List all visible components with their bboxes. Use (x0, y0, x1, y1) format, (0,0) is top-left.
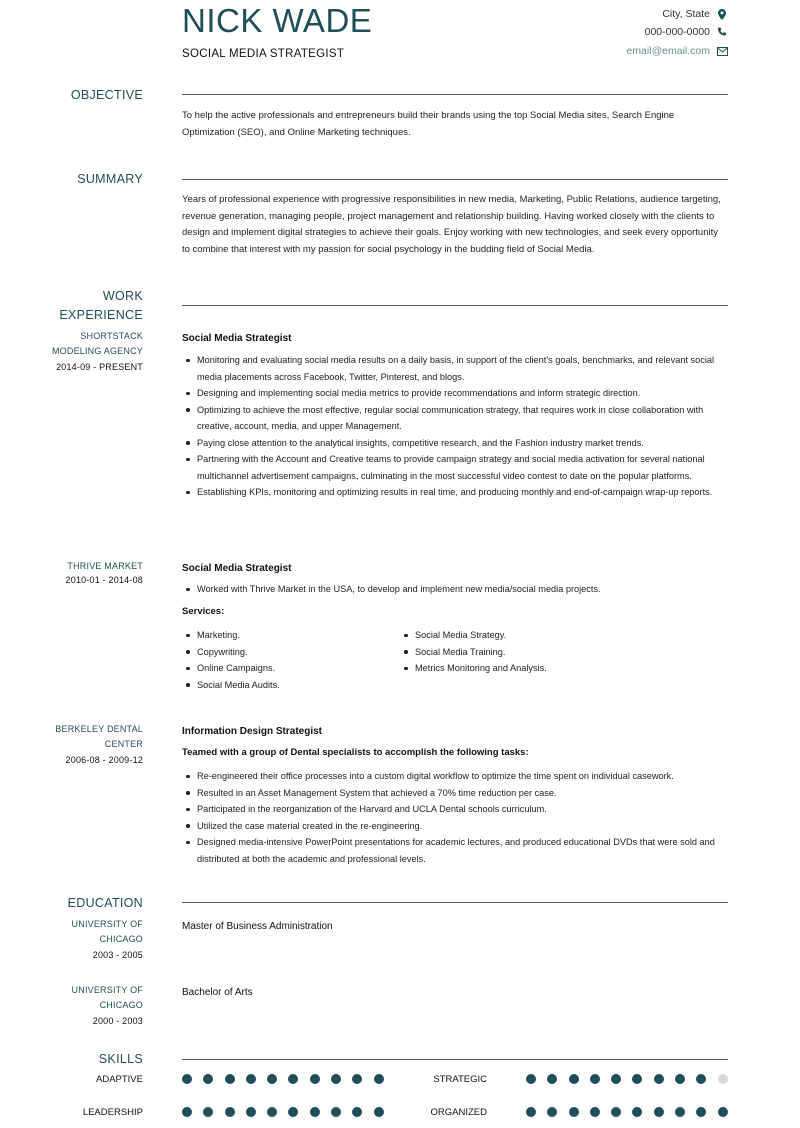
job-bullet: Re-engineered their office processes into a custom digital workflow to optimize the time spent on individual casework. (182, 768, 728, 785)
skill-dot-filled (267, 1107, 277, 1117)
skill-rating (526, 1107, 728, 1117)
skill-dot-filled (632, 1107, 642, 1117)
skill-dot-filled (590, 1107, 600, 1117)
skill-dot-filled (288, 1074, 298, 1084)
skill-name: ORGANIZED (430, 1107, 487, 1118)
skill-dot-filled (654, 1074, 664, 1084)
job-bullet: Participated in the reorganization of the Harvard and UCLA Dental schools curriculum. (182, 801, 728, 818)
job-bullet: Worked with Thrive Market in the USA, to develop and implement new media/social media projects. (182, 581, 728, 598)
objective-heading: OBJECTIVE (70, 88, 143, 102)
envelope-icon (716, 45, 728, 57)
skill-dot-filled (246, 1107, 256, 1117)
service-item: Social Media Strategy. (400, 627, 700, 644)
skill-dot-filled (590, 1074, 600, 1084)
school-line: CHICAGO (99, 934, 143, 944)
objective-divider (182, 94, 728, 95)
phone-text: 000-000-0000 (644, 26, 710, 38)
skill-rating (526, 1074, 728, 1084)
services-list-right (400, 627, 700, 677)
skill-dot-filled (611, 1074, 621, 1084)
degree-name: Master of Business Administration (182, 921, 333, 932)
contact-email[interactable] (626, 45, 728, 57)
job-dates: 2014-09 - PRESENT (56, 362, 143, 372)
school-line: CHICAGO (99, 1000, 143, 1010)
summary-divider (182, 179, 728, 180)
candidate-name: NICK WADE (182, 2, 373, 39)
employer-name (23, 722, 143, 752)
job-bullet: Paying close attention to the analytical insights, competitive research, and the Fashion industry market trends. (182, 435, 728, 452)
job-bullet: Monitoring and evaluating social media results on a daily basis, in support of the client's goals, benchmarks, and relevant social media placements across Facebook, Twitter, Pinterest, and blogs. (182, 352, 728, 385)
employer-line: THRIVE MARKET (67, 561, 143, 571)
skill-dot-filled (675, 1074, 685, 1084)
employer-line: CENTER (104, 739, 143, 749)
job-intro: Teamed with a group of Dental specialists to accomplish the following tasks: (182, 747, 529, 758)
skill-dot-filled (526, 1074, 536, 1084)
skill-dot-filled (203, 1107, 213, 1117)
skill-dot-filled (310, 1074, 320, 1084)
skill-dot-empty (718, 1074, 728, 1084)
education-dates: 2000 - 2003 (92, 1016, 143, 1026)
services-list-left (182, 627, 402, 693)
skill-name: ADAPTIVE (96, 1074, 143, 1085)
skill-dot-filled (654, 1107, 664, 1117)
school-name (23, 983, 143, 1013)
work-heading-line1: WORK (102, 289, 143, 303)
skill-dot-filled (352, 1107, 362, 1117)
job-dates: 2010-01 - 2014-08 (65, 575, 143, 585)
skill-dot-filled (352, 1074, 362, 1084)
summary-text: Years of professional experience with progressive responsibilities in new media, Marketing, Public Relations, audience targeting, revenue generation, managing people, project management and relationship building. Having worked closely with the clients to design and implement digital strategies to achieve their goals. Enjoy working with new technologies, and seek every opportunity to combine that interest with my passion for social psychology in the budding field of Social Media. (182, 194, 721, 255)
skill-rating (182, 1074, 384, 1084)
skill-name: STRATEGIC (433, 1074, 487, 1085)
service-item: Social Media Audits. (182, 677, 402, 694)
objective-text: To help the active professionals and entrepreneurs build their brands using the top Social Media sites, Search Engine Optimization (SEO), and Online Marketing techniques. (182, 110, 675, 138)
service-item: Online Campaigns. (182, 660, 402, 677)
skill-dot-filled (225, 1074, 235, 1084)
education-heading: EDUCATION (67, 896, 143, 910)
skill-dot-filled (569, 1107, 579, 1117)
skill-dot-filled (718, 1107, 728, 1117)
skill-dot-filled (267, 1074, 277, 1084)
contact-phone (645, 26, 728, 38)
employer-name (23, 329, 143, 359)
employer-name (23, 559, 143, 574)
skills-heading: SKILLS (98, 1052, 143, 1066)
skill-dot-filled (611, 1107, 621, 1117)
skills-divider (182, 1059, 728, 1060)
school-line: UNIVERSITY OF (71, 919, 143, 929)
skill-dot-filled (203, 1074, 213, 1084)
summary-heading: SUMMARY (77, 172, 143, 186)
education-divider (182, 902, 728, 903)
skill-dot-filled (526, 1107, 536, 1117)
contact-location (662, 8, 728, 20)
phone-icon (716, 26, 728, 38)
job-role: Social Media Strategist (182, 333, 292, 344)
email-link[interactable]: email@email.com (626, 45, 710, 57)
skill-dot-filled (288, 1107, 298, 1117)
education-dates: 2003 - 2005 (92, 950, 143, 960)
skill-dot-filled (632, 1074, 642, 1084)
job-bullets (182, 768, 728, 867)
work-divider (182, 305, 728, 306)
skill-dot-filled (331, 1107, 341, 1117)
candidate-title: SOCIAL MEDIA STRATEGIST (182, 48, 345, 60)
skill-dot-filled (331, 1074, 341, 1084)
job-dates: 2006-08 - 2009-12 (65, 755, 143, 765)
services-label: Services: (182, 606, 225, 617)
skill-dot-filled (182, 1074, 192, 1084)
skill-name: LEADERSHIP (82, 1107, 143, 1118)
skill-rating (182, 1107, 384, 1117)
work-heading-line2: EXPERIENCE (59, 308, 143, 322)
school-line: UNIVERSITY OF (71, 985, 143, 995)
employer-line: SHORTSTACK (80, 331, 143, 341)
employer-line: MODELING AGENCY (51, 346, 143, 356)
skill-dot-filled (696, 1074, 706, 1084)
service-item: Metrics Monitoring and Analysis. (400, 660, 700, 677)
skill-dot-filled (675, 1107, 685, 1117)
service-item: Copywriting. (182, 644, 402, 661)
skill-dot-filled (696, 1107, 706, 1117)
skill-dot-filled (182, 1107, 192, 1117)
job-bullet: Establishing KPIs, monitoring and optimizing results in real time, and producing monthly and end-of-campaign wrap-up reports. (182, 484, 728, 501)
job-role: Social Media Strategist (182, 563, 292, 574)
skill-dot-filled (310, 1107, 320, 1117)
service-item: Social Media Training. (400, 644, 700, 661)
location-text: City, State (662, 8, 710, 20)
skill-dot-filled (246, 1074, 256, 1084)
job-bullet: Designed media-intensive PowerPoint presentations for academic lectures, and produced educational DVDs that were sold and distributed at both the academic and professional levels. (182, 834, 728, 867)
job-bullet: Resulted in an Asset Management System that achieved a 70% time reduction per case. (182, 785, 728, 802)
job-role: Information Design Strategist (182, 726, 323, 737)
job-bullets (182, 352, 728, 501)
job-bullet: Utilized the case material created in the re-engineering. (182, 818, 728, 835)
skill-dot-filled (547, 1074, 557, 1084)
map-pin-icon (716, 8, 728, 20)
job-bullet: Optimizing to achieve the most effective, regular social communication strategy, that requires work in close collaboration with creative, account, media, and upper Management. (182, 402, 728, 435)
employer-line: BERKELEY DENTAL (55, 724, 143, 734)
job-bullet: Partnering with the Account and Creative teams to provide campaign strategy and social media activation for several national multichannel advertisement campaigns, culminating in the most successful video contest to date on the popular platforms. (182, 451, 728, 484)
work-heading (3, 287, 143, 325)
job-bullets (182, 581, 728, 598)
degree-name: Bachelor of Arts (182, 987, 253, 998)
school-name (23, 917, 143, 947)
skill-dot-filled (547, 1107, 557, 1117)
job-bullet: Designing and implementing social media metrics to provide recommendations and inform strategic direction. (182, 385, 728, 402)
skill-dot-filled (225, 1107, 235, 1117)
skill-dot-filled (569, 1074, 579, 1084)
service-item: Marketing. (182, 627, 402, 644)
